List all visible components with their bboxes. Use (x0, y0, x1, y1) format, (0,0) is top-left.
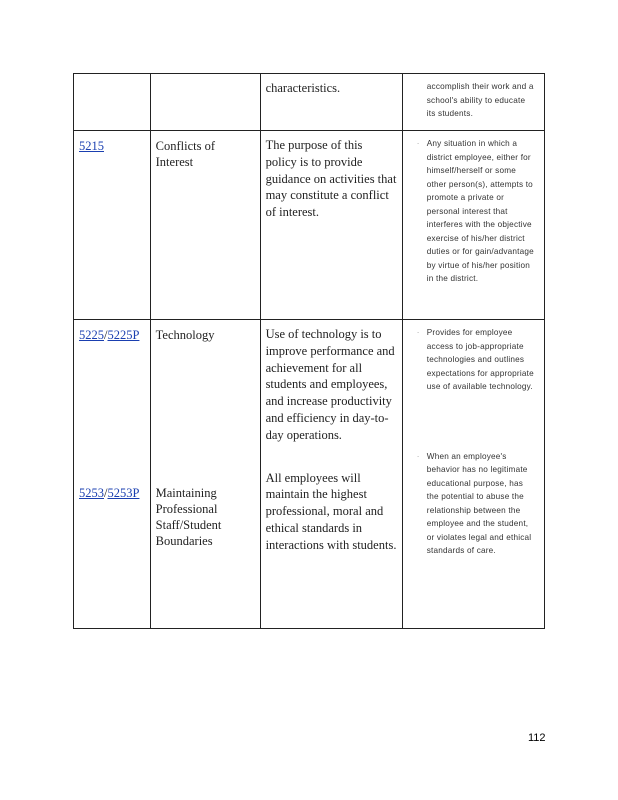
policy-title: Maintaining Professional Staff/Student Boundaries (155, 486, 222, 548)
title-cell (150, 74, 260, 131)
policy-link-5225[interactable]: 5225 (79, 328, 104, 342)
purpose-text: characteristics. (265, 81, 341, 95)
policy-link-5253[interactable]: 5253 (79, 486, 104, 500)
title-cell (150, 131, 260, 320)
policy-link-5225p[interactable]: 5225P (107, 328, 140, 342)
code-cell: 5225/5225P 5253/5253P (74, 320, 151, 629)
purpose-text: The purpose of this policy is to provide guidance on activities that may constitute a conflict of interest. (265, 138, 397, 220)
bullet-icon: · (416, 451, 420, 461)
bullet-icon: · (416, 328, 420, 337)
code-cell (74, 131, 151, 320)
purpose-cell (260, 74, 402, 131)
description-cell (402, 320, 544, 629)
policy-link-5215[interactable]: 5215 (79, 139, 104, 153)
table-row (74, 131, 545, 320)
page-number: 112 (528, 732, 546, 744)
purpose-cell (260, 320, 402, 629)
table-row (74, 74, 545, 131)
policy-title: Technology (155, 328, 215, 342)
table-row (74, 320, 545, 629)
purpose-cell (260, 131, 402, 320)
purpose-text: Use of technology is to improve performance and achievement for all students and employees, and increase productivity and efficiency in day-to-day operations. (265, 327, 395, 442)
description-text: Provides for employee access to job-appropriate technologies and outlines expectations for appropriate use of available technology. (426, 328, 534, 391)
policy-table (73, 73, 545, 629)
purpose-text: All employees will maintain the highest professional, moral and ethical standards in interactions with students. (265, 470, 397, 552)
policy-link-5253p[interactable]: 5253P (107, 486, 140, 500)
description-text: When an employee's behavior has no legitimate educational purpose, has the potential to abuse the relationship between the employee and the student, or violates legal and ethical standards of care. (426, 451, 532, 555)
description-text: accomplish their work and a school's ability to educate its students. (426, 82, 534, 118)
code-cell (74, 74, 151, 131)
description-cell (402, 74, 544, 131)
bullet-icon: · (416, 139, 420, 148)
title-cell (150, 320, 260, 629)
description-text: Any situation in which a district employee, either for himself/herself or some other person(s), attempts to promote a private or personal interest that interferes with the objective exercise of his/her district duties or for gain/advantage by virtue of his/her position in the district. (426, 139, 534, 283)
description-cell (402, 131, 544, 320)
policy-title: Conflicts of Interest (155, 139, 216, 169)
